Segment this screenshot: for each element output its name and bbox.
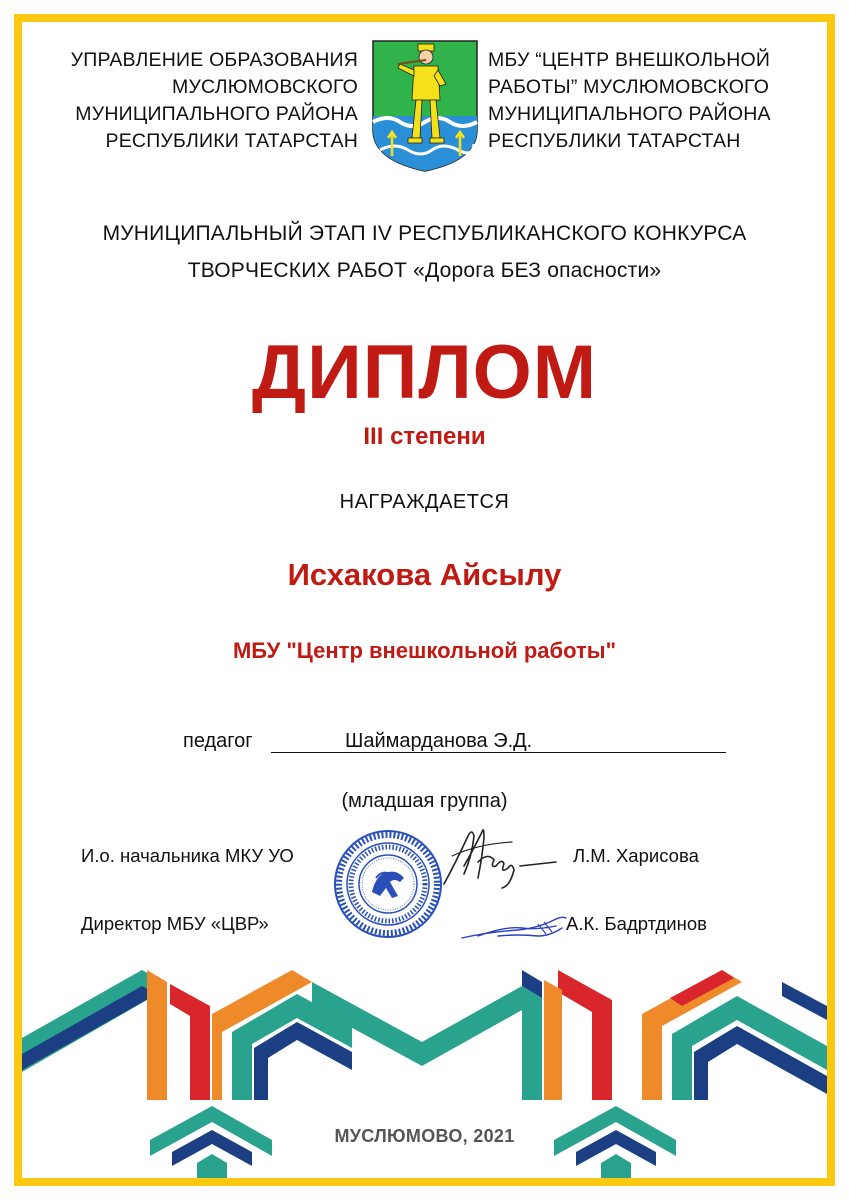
signer-role-director: Директор МБУ «ЦВР» <box>81 913 269 934</box>
handwritten-signature-head-icon <box>438 822 563 892</box>
recipient-organization: МБУ "Центр внешкольной работы" <box>232 638 616 663</box>
contest-title-line1: МУНИЦИПАЛЬНЫЙ ЭТАП IV РЕСПУБЛИКАНСКОГО КОНКУРСА <box>102 222 747 245</box>
header-left-line: МУСЛЮМОВСКОГО <box>172 76 358 98</box>
recipient-name: Исхакова Айсылу <box>287 557 562 592</box>
coat-of-arms-emblem-icon <box>370 38 480 173</box>
signer-name-head: Л.М. Харисова <box>573 845 699 866</box>
awarded-label: НАГРАЖДАЕТСЯ <box>339 491 510 513</box>
signer-role-head: И.о. начальника МКУ УО <box>81 845 294 866</box>
ornament-chevron <box>212 970 612 1100</box>
header-right-organization <box>488 47 808 155</box>
place-and-year: МУСЛЮМОВО, 2021 <box>334 1126 515 1146</box>
header-right-line: РЕСПУБЛИКИ ТАТАРСТАН <box>488 130 741 152</box>
header-right-line: МБУ “ЦЕНТР ВНЕШКОЛЬНОЙ <box>488 49 771 71</box>
teacher-name: Шаймарданова Э.Д. <box>345 730 533 752</box>
header-left-authority <box>40 47 358 155</box>
round-seal-stamp-icon <box>332 828 444 940</box>
diploma-title: ДИПЛОМ <box>251 330 598 415</box>
teacher-label: педагог <box>183 730 253 752</box>
contest-title-line2: ТВОРЧЕСКИХ РАБОТ «Дорога БЕЗ опасности» <box>187 259 662 282</box>
signer-name-director: А.К. Бадртдинов <box>566 913 707 934</box>
header-left-line: УПРАВЛЕНИЕ ОБРАЗОВАНИЯ <box>70 49 358 71</box>
ornament-chevron <box>22 970 210 1100</box>
handwritten-signature-director-icon <box>458 906 570 946</box>
header-left-line: МУНИЦИПАЛЬНОГО РАЙОНА <box>75 103 358 125</box>
header-right-line: МУНИЦИПАЛЬНОГО РАЙОНА <box>488 103 771 125</box>
header-right-line: РАБОТЫ” МУСЛЮМОВСКОГО <box>488 76 770 98</box>
header-left-line: РЕСПУБЛИКИ ТАТАРСТАН <box>105 130 358 152</box>
ornament-chevron <box>642 970 827 1100</box>
age-group: (младшая группа) <box>341 790 508 812</box>
diploma-degree: III степени <box>363 423 486 450</box>
